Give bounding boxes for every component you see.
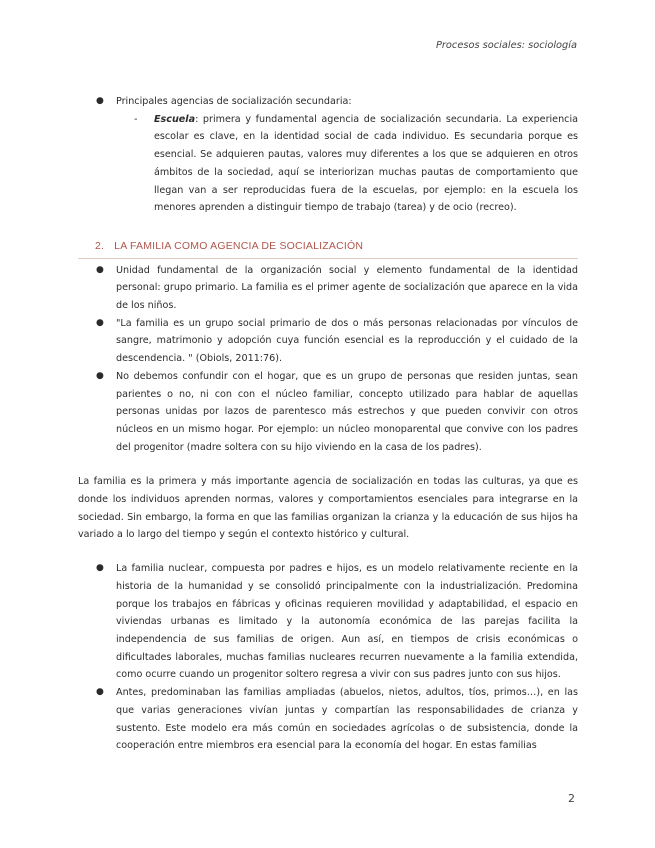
list-item [78, 262, 578, 315]
tipos-familia-list [78, 560, 578, 755]
bullet-icon: ● [96, 563, 104, 574]
list-item [78, 560, 578, 684]
list-item-text: Antes, predominaban las familias ampliadas (abuelos, nietos, adultos, tíos, primos…), en las que varias generaciones vivían juntas y compartían las responsabilidades de crianza y sustento. Este modelo era más común en sociedades agrícolas o de subsistencia, donde la cooperación entre miembros era esencial para la economía del hogar. En estas familias [116, 687, 578, 752]
list-item-text: "La familia es un grupo social primario de dos o más personas relacionadas por vínculos de sangre, matrimonio y adopción cuya función esencial es la reproducción y el cuidado de la descendencia. " (Obiols, 2011:76). [116, 317, 578, 365]
term-escuela: Escuela [154, 113, 196, 125]
document-body [78, 93, 578, 755]
bullet-icon: ● [96, 96, 104, 106]
list-item [78, 684, 578, 755]
escuela-definition: : primera y fundamental agencia de socialización secundaria. La experiencia escolar es clave, en la identidad social de cada individuo. Es secundaria porque es esencial. Se adquieren pautas, valores muy diferentes a los que se adquieren en otros ámbitos de la sociedad, aquí se interiorizan muchas pautas de comportamiento que llegan van a ser reproducidas fuera de la escuelas, por ejemplo: en la escuela los menores aprenden a distinguir tiempo de trabajo (tarea) y de ocio (recreo). [154, 113, 578, 214]
page-header: Procesos sociales: sociología [436, 40, 577, 51]
bullet-icon: ● [96, 317, 104, 328]
page-number: 2 [568, 792, 575, 805]
list-item [78, 315, 578, 368]
bullet-icon: ● [96, 370, 104, 381]
list-item [78, 93, 578, 217]
list-item-text: Unidad fundamental de la organización social y elemento fundamental de la identidad personal: grupo primario. La familia es el primer agente de socialización que aparece en la vida de los niños. [116, 264, 578, 312]
bullet-icon: ● [96, 687, 104, 698]
section-heading [78, 238, 578, 259]
bullet-icon: ● [96, 264, 104, 275]
list-item-text: No debemos confundir con el hogar, que es un grupo de personas que residen juntas, sean parientes o no, ni con con el núcleo familiar, concepto utilizado para hablar de aquellas personas unidas por lazos de parentesco más estrechos y que pueden convivir con otros núcleos en un mismo hogar. Por ejemplo: un núcleo monoparental que convive con los padres del progenitor (madre soltera con su hijo viviendo en la casa de los padres). [116, 370, 578, 453]
section-title: LA FAMILIA COMO AGENCIA DE SOCIALIZACIÓN [114, 239, 364, 252]
section-number: 2. [95, 239, 105, 252]
body-paragraph: La familia es la primera y más importante agencia de socialización en todas las culturas, ya que es donde los individuos aprenden normas, valores y comportamientos esenciales para integrarse en la sociedad. Sin embargo, la forma en que las familias organizan la crianza y la educación de sus hijos ha variado a lo largo del tiempo y según el contexto histórico y cultural. [78, 476, 578, 541]
list-item-text: La familia nuclear, compuesta por padres e hijos, es un modelo relativamente reciente en la historia de la humanidad y se consolidó principalmente con la industrialización. Predomina porque los trabajos en fábricas y oficinas requieren movilidad y adaptabilidad, el espacio en viviendas urbanas es limitado y la autonomía económica de las parejas facilita la independencia de sus familias de origen. Aun así, en tiempos de crisis económicas o dificultades laborales, muchas familias nucleares recurren nuevamente a la familia extendida, como ocurre cuando un progenitor soltero regresa a vivir con sus padres junto con sus hijos. [116, 563, 578, 681]
familia-list [78, 262, 578, 457]
sub-list-item [116, 111, 578, 217]
list-item-text: Principales agencias de socialización secundaria: [116, 96, 352, 107]
list-item [78, 368, 578, 457]
dash-icon: - [134, 113, 138, 125]
sub-list [116, 111, 578, 217]
agencias-list [78, 93, 578, 217]
